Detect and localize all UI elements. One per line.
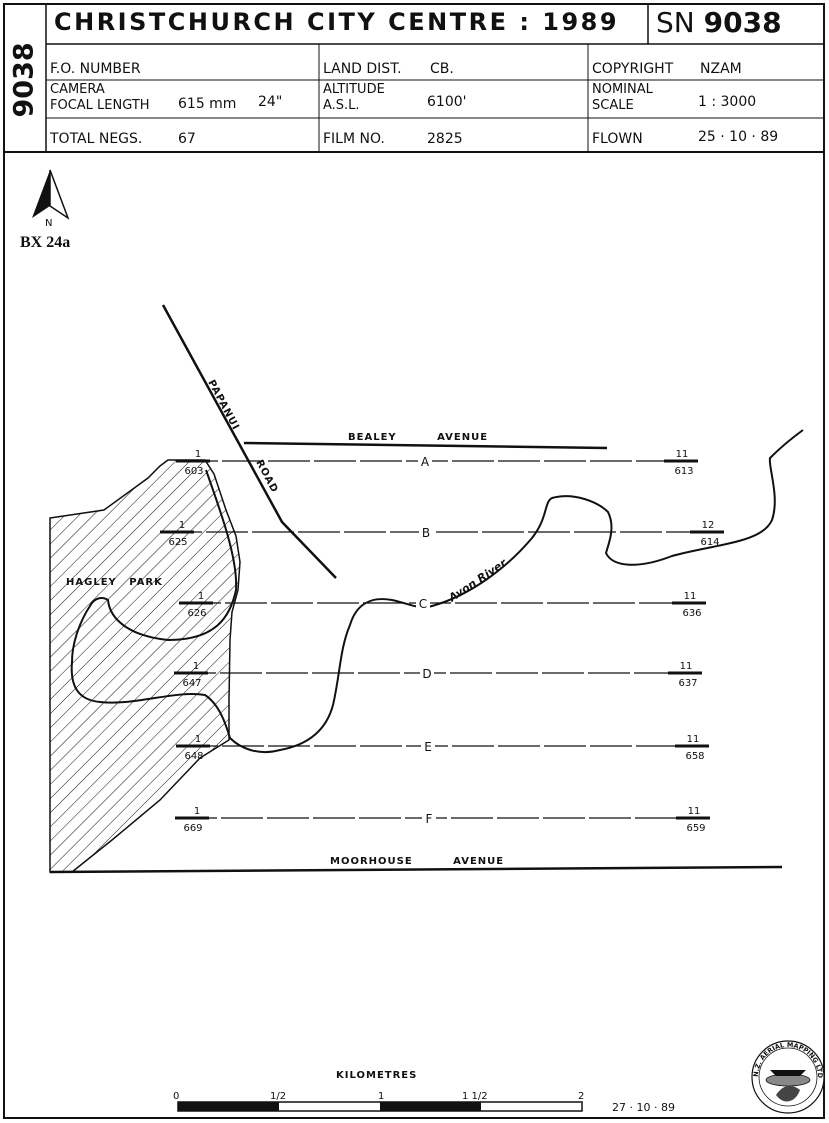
scale-bar-title: KILOMETRES [336, 1070, 418, 1081]
end-run-number: 12 [701, 520, 715, 531]
film-no-label: FILM NO. [323, 131, 385, 147]
flight-line-letter: E [424, 740, 432, 754]
sn-badge [656, 6, 782, 39]
land-dist-value: CB. [430, 61, 454, 77]
sn-number: 9038 [703, 6, 782, 39]
end-frame-number: 659 [686, 823, 706, 834]
start-run-number: 1 [194, 449, 202, 460]
start-frame-number: 625 [168, 537, 188, 548]
flight-line-letter: A [420, 455, 430, 469]
end-frame-number: 637 [678, 678, 698, 689]
sheet-reference: BX 24a [20, 234, 71, 251]
end-run-number: 11 [679, 661, 693, 672]
hagley-park-label: HAGLEY PARK [66, 577, 163, 588]
focal-length-label: FOCAL LENGTH [50, 98, 150, 113]
nominal-label: NOMINAL [592, 82, 653, 97]
end-run-number: 11 [683, 591, 697, 602]
end-frame-number: 658 [685, 751, 705, 762]
end-run-number: 11 [675, 449, 689, 460]
land-dist-label: LAND DIST. [323, 61, 402, 77]
film-no-value: 2825 [427, 131, 463, 147]
flight-line-letter: D [422, 667, 432, 681]
scale-value: 1 : 3000 [698, 94, 757, 110]
scale-tick-1: 1 [378, 1091, 385, 1102]
asl-label: A.S.L. [323, 98, 360, 113]
north-label: N [45, 218, 53, 229]
bealey-avenue-line [244, 443, 607, 448]
start-frame-number: 648 [184, 751, 204, 762]
scale-tick-0: 0 [173, 1091, 180, 1102]
start-run-number: 1 [194, 734, 202, 745]
avon-river-label: Avon River [446, 556, 509, 605]
start-run-number: 1 [192, 661, 200, 672]
scale-tick-half: 1/2 [270, 1091, 287, 1102]
scale-tick-2: 2 [578, 1091, 585, 1102]
flight-line-letter: F [425, 812, 433, 826]
logo-text: N.Z. AERIAL MAPPING LTD [751, 1040, 825, 1079]
scale-bar [178, 1102, 582, 1111]
end-run-number: 11 [687, 806, 701, 817]
flight-lines [160, 449, 724, 834]
scale-label: SCALE [592, 98, 634, 113]
start-frame-number: 647 [182, 678, 202, 689]
copyright-value: NZAM [700, 61, 742, 77]
page-title: CHRISTCHURCH CITY CENTRE : 1989 [54, 8, 620, 36]
flight-line-letter: B [421, 526, 431, 540]
fo-number-label: F.O. NUMBER [50, 61, 141, 77]
camera-label: CAMERA [50, 82, 105, 97]
start-frame-number: 603 [184, 466, 204, 477]
north-arrow-icon [32, 170, 68, 218]
moorhouse-avenue-label: MOORHOUSE AVENUE [330, 856, 505, 867]
start-run-number: 1 [197, 591, 205, 602]
hagley-park-area [50, 460, 240, 872]
bealey-avenue-label: BEALEY AVENUE [348, 432, 489, 443]
focal-length-inches: 24" [258, 94, 283, 110]
scale-tick-1-half: 1 1/2 [462, 1091, 488, 1102]
total-negs-value: 67 [178, 131, 196, 147]
start-run-number: 1 [193, 806, 201, 817]
start-frame-number: 669 [183, 823, 203, 834]
plot-date: 27 · 10 · 89 [612, 1101, 675, 1114]
altitude-value: 6100' [427, 94, 467, 110]
papanui-road-label-2: ROAD [253, 458, 280, 496]
copyright-label: COPYRIGHT [592, 61, 674, 77]
altitude-label: ALTITUDE [323, 82, 385, 97]
moorhouse-avenue-line [50, 867, 782, 872]
side-code: 9038 [8, 42, 40, 118]
sn-prefix: SN [656, 6, 695, 39]
papanui-road-label-1: PAPANUI [205, 378, 242, 433]
end-run-number: 11 [686, 734, 700, 745]
focal-length-mm: 615 mm [178, 96, 237, 112]
flown-label: FLOWN [592, 131, 643, 147]
start-run-number: 1 [178, 520, 186, 531]
start-frame-number: 626 [187, 608, 207, 619]
end-frame-number: 613 [674, 466, 694, 477]
flown-value: 25 · 10 · 89 [698, 129, 779, 145]
flight-line-letter: C [418, 597, 428, 611]
end-frame-number: 614 [700, 537, 720, 548]
end-frame-number: 636 [682, 608, 702, 619]
total-negs-label: TOTAL NEGS. [50, 131, 143, 147]
